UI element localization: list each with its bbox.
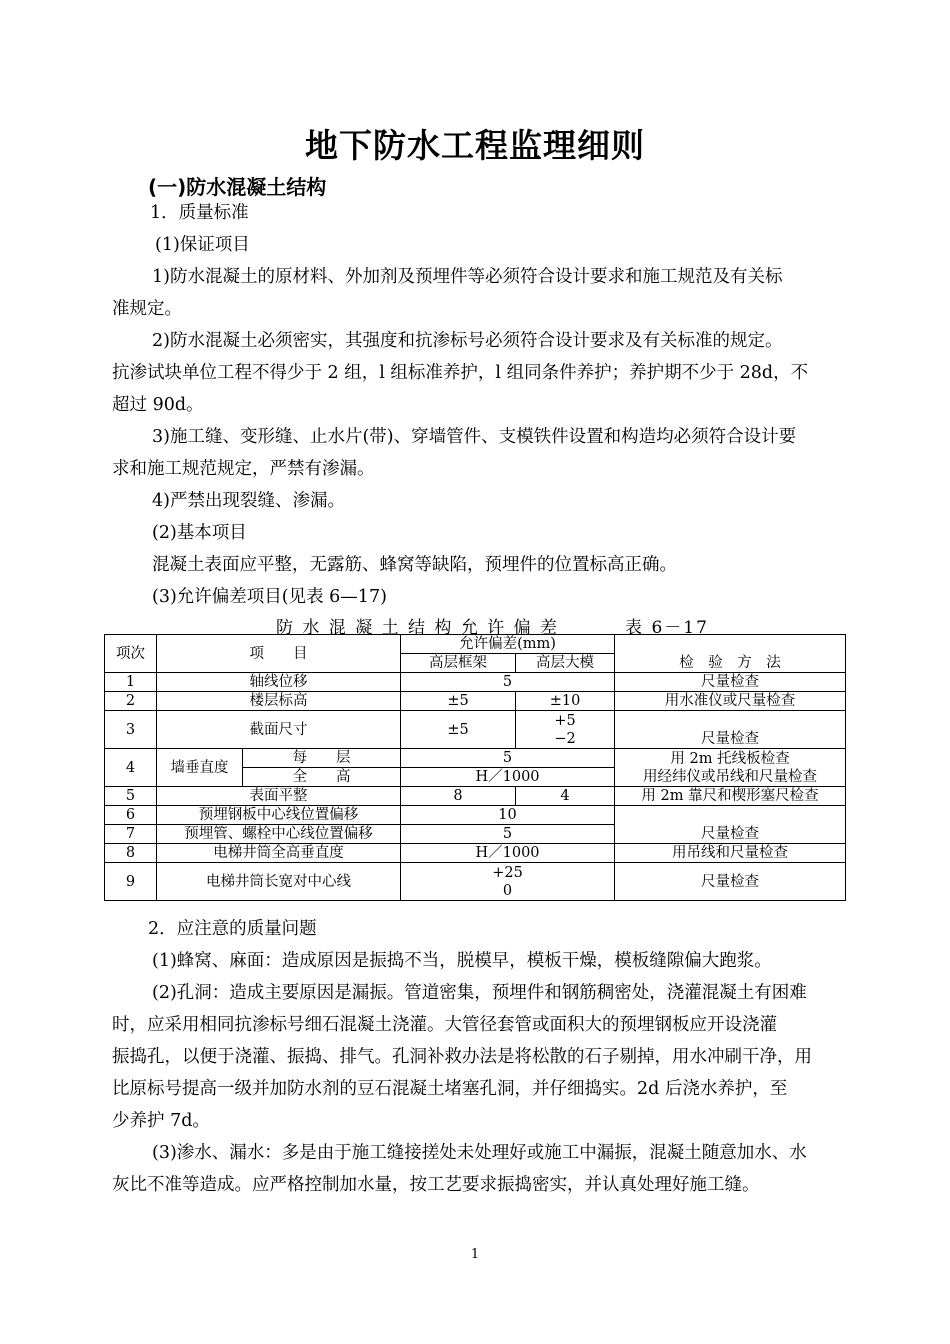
paragraph-line: (3)渗水、漏水：多是由于施工缝接搓处未处理好或施工中漏振，混凝土随意加水、水 xyxy=(152,1143,807,1163)
table-number: 表 6－17 xyxy=(625,618,709,638)
table-cell: 5 xyxy=(401,673,615,692)
subsection-heading: 2．应注意的质量问题 xyxy=(148,919,317,939)
table-cell xyxy=(615,749,846,787)
table-row xyxy=(105,692,846,711)
table-row xyxy=(105,673,846,692)
table-cell: H／1000 xyxy=(401,844,615,863)
table-cell: ±5 xyxy=(401,711,516,749)
table-row xyxy=(105,749,846,768)
table-cell: 电梯井筒全高垂直度 xyxy=(157,844,401,863)
page-title: 地下防水工程监理细则 xyxy=(305,126,645,165)
table-row xyxy=(105,806,846,825)
header-cell: 高层大模 xyxy=(516,654,615,673)
table-cell: 楼层标高 xyxy=(157,692,401,711)
table-header-row xyxy=(105,635,846,654)
table-cell: 1 xyxy=(105,673,157,692)
table-cell xyxy=(516,711,615,749)
table-cell: 电梯井筒长宽对中心线 xyxy=(157,863,401,901)
page-number: 1 xyxy=(470,1247,480,1262)
table-cell-line: 0 xyxy=(502,882,513,899)
header-cell: 检 验 方 法 xyxy=(615,635,846,673)
table-cell: 预埋管、螺栓中心线位置偏移 xyxy=(157,825,401,844)
paragraph-line: (1)蜂窝、麻面：造成原因是振捣不当，脱模早，模板干燥，模板缝隙偏大跑浆。 xyxy=(152,951,772,971)
header-cell: 项次 xyxy=(105,635,157,673)
header-cell: 高层框架 xyxy=(401,654,516,673)
table-cell: 每 层 xyxy=(243,749,401,768)
table-cell: 4 xyxy=(105,749,157,787)
table-cell: 5 xyxy=(401,749,615,768)
table-row xyxy=(105,844,846,863)
table-cell: 全 高 xyxy=(243,768,401,787)
header-cell: 项 目 xyxy=(157,635,401,673)
list-heading: (1)保证项目 xyxy=(155,235,250,255)
table-cell: 墙垂直度 xyxy=(157,749,243,787)
table-cell: 用 2m 靠尺和楔形塞尺检查 xyxy=(615,787,846,806)
table-cell: 4 xyxy=(516,787,615,806)
table-cell: 截面尺寸 xyxy=(157,711,401,749)
table-cell: 尺量检查 xyxy=(615,673,846,692)
table-cell: 用吊线和尺量检查 xyxy=(615,844,846,863)
table-cell: 轴线位移 xyxy=(157,673,401,692)
paragraph-line: 抗渗试块单位工程不得少于 2 组，l 组标准养护，l 组同条件养护；养护期不少于 28d，不 xyxy=(112,363,809,383)
table-cell: 尺量检查 xyxy=(615,711,846,749)
table-cell: 8 xyxy=(401,787,516,806)
table-cell-line: +25 xyxy=(492,864,523,881)
table-cell: 预埋钢板中心线位置偏移 xyxy=(157,806,401,825)
subsection-heading: 1．质量标准 xyxy=(150,203,249,223)
table-cell: 10 xyxy=(401,806,615,825)
paragraph-line: 4)严禁出现裂缝、渗漏。 xyxy=(152,491,345,511)
table-row xyxy=(105,787,846,806)
list-heading: (3)允许偏差项目(见表 6—17) xyxy=(152,587,387,607)
table-cell-line: 用 2m 托线板检查 xyxy=(670,750,790,767)
table-row xyxy=(105,863,846,901)
table-cell: 用水准仪或尺量检查 xyxy=(615,692,846,711)
table-cell: 8 xyxy=(105,844,157,863)
table-cell: 表面平整 xyxy=(157,787,401,806)
table-cell-line: −2 xyxy=(554,730,576,747)
table-cell: ±5 xyxy=(401,692,516,711)
table-cell: 尺量检查 xyxy=(615,863,846,901)
table-cell: 2 xyxy=(105,692,157,711)
paragraph-line: 超过 90d。 xyxy=(112,395,204,415)
table-cell: 3 xyxy=(105,711,157,749)
table-cell xyxy=(401,863,615,901)
paragraph-line: 时，应采用相同抗渗标号细石混凝土浇灌。大管径套管或面积大的预埋钢板应开设浇灌 xyxy=(112,1015,777,1035)
table-cell-line: 用经纬仪或吊线和尺量检查 xyxy=(643,768,818,785)
table-cell: ±10 xyxy=(516,692,615,711)
paragraph-line: 3)施工缝、变形缝、止水片(带)、穿墙管件、支模铁件设置和构造均必须符合设计要 xyxy=(152,427,797,447)
paragraph-line: 1)防水混凝土的原材料、外加剂及预埋件等必须符合设计要求和施工规范及有关标 xyxy=(152,267,783,287)
section-heading: (一)防水混凝土结构 xyxy=(148,175,327,199)
list-heading: (2)基本项目 xyxy=(152,523,247,543)
table-row xyxy=(105,711,846,749)
table-cell: H／1000 xyxy=(401,768,615,787)
table-cell: 6 xyxy=(105,806,157,825)
table-cell-line: +5 xyxy=(554,712,576,729)
paragraph-line: (2)孔洞：造成主要原因是漏振。管道密集，预埋件和钢筋稠密处，浇灌混凝土有困难 xyxy=(152,983,807,1003)
table-caption-title: 防 水 混 凝 土 结 构 允 许 偏 差 xyxy=(276,618,560,638)
table-cell: 9 xyxy=(105,863,157,901)
paragraph-line: 比原标号提高一级并加防水剂的豆石混凝土堵塞孔洞，并仔细捣实。2d 后浇水养护，至 xyxy=(112,1079,788,1099)
header-cell: 允许偏差(mm) xyxy=(401,635,615,654)
table-cell: 7 xyxy=(105,825,157,844)
table-cell: 5 xyxy=(401,825,615,844)
paragraph-line: 2)防水混凝土必须密实，其强度和抗渗标号必须符合设计要求及有关标准的规定。 xyxy=(152,331,783,351)
deviation-table xyxy=(104,634,846,901)
paragraph-line: 混凝土表面应平整，无露筋、蜂窝等缺陷，预埋件的位置标高正确。 xyxy=(152,555,677,575)
paragraph-line: 灰比不准等造成。应严格控制加水量，按工艺要求振捣密实，并认真处理好施工缝。 xyxy=(112,1175,760,1195)
paragraph-line: 准规定。 xyxy=(112,299,182,319)
table-cell: 尺量检查 xyxy=(615,806,846,844)
paragraph-line: 少养护 7d。 xyxy=(112,1111,210,1131)
paragraph-line: 振捣孔，以便于浇灌、振捣、排气。孔洞补救办法是将松散的石子剔掉，用水冲刷干净，用 xyxy=(112,1047,812,1067)
paragraph-line: 求和施工规范规定，严禁有渗漏。 xyxy=(112,459,375,479)
table-cell: 5 xyxy=(105,787,157,806)
